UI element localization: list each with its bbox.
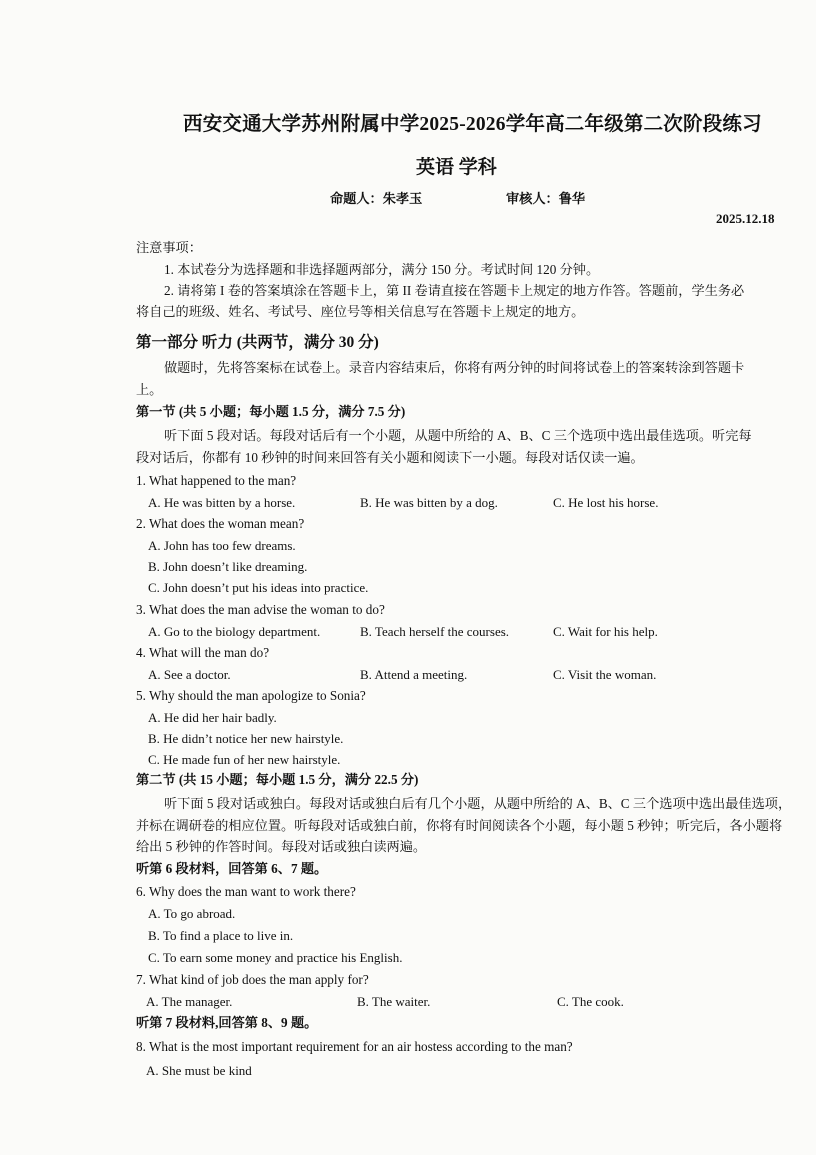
part1-intro-line-2: 上。: [136, 382, 163, 397]
question-7-option-b: B. The waiter.: [357, 994, 431, 1009]
question-5-stem: 5. Why should the man apologize to Sonia?: [136, 688, 366, 703]
question-1-option-c: C. He lost his horse.: [553, 495, 659, 510]
question-6-option-a: A. To go abroad.: [148, 906, 236, 921]
question-8-option-a: A. She must be kind: [146, 1063, 252, 1078]
section2-heading: 第二节 (共 15 小题；每小题 1.5 分，满分 22.5 分): [136, 772, 419, 787]
question-3-option-b: B. Teach herself the courses.: [360, 624, 510, 639]
material-7-instruction: 听第 7 段材料,回答第 8、9 题。: [136, 1015, 318, 1030]
question-1-stem: 1. What happened to the man?: [136, 473, 297, 488]
question-4-option-a: A. See a doctor.: [148, 667, 231, 682]
question-7-option-a: A. The manager.: [146, 994, 233, 1009]
exam-title: 西安交通大学苏州附属中学2025-2026学年高二年级第二次阶段练习: [183, 114, 762, 135]
section1-intro-line-2: 段对话后，你都有 10 秒钟的时间来回答有关小题和阅读下一小题。每段对话仅读一遍。: [136, 450, 644, 465]
exam-date: 2025.12.18: [716, 211, 775, 226]
notes-heading: 注意事项：: [136, 240, 202, 255]
section1-heading: 第一节 (共 5 小题；每小题 1.5 分，满分 7.5 分): [136, 404, 406, 419]
part1-intro-line-1: 做题时，先将答案标在试卷上。录音内容结束后，你将有两分钟的时间将试卷上的答案转涂到答题卡: [164, 360, 745, 375]
setter-label: 命题人：朱孝玉: [330, 191, 423, 206]
question-7-option-c: C. The cook.: [557, 994, 624, 1009]
question-3-option-a: A. Go to the biology department.: [148, 624, 321, 639]
question-6-option-b: B. To find a place to live in.: [148, 928, 294, 943]
question-4-stem: 4. What will the man do?: [136, 645, 270, 660]
question-1-option-b: B. He was bitten by a dog.: [360, 495, 498, 510]
question-2-stem: 2. What does the woman mean?: [136, 516, 305, 531]
reviewer-label: 审核人：鲁华: [506, 191, 586, 206]
section1-intro-line-1: 听下面 5 段对话。每段对话后有一个小题，从题中所给的 A、B、C 三个选项中选出最佳选项。听完每: [164, 428, 752, 443]
question-2-option-a: A. John has too few dreams.: [148, 538, 296, 553]
question-6-stem: 6. Why does the man want to work there?: [136, 884, 356, 899]
subject-title: 英语 学科: [416, 157, 497, 178]
question-4-option-b: B. Attend a meeting.: [360, 667, 468, 682]
question-7-stem: 7. What kind of job does the man apply for?: [136, 972, 369, 987]
question-5-option-b: B. He didn’t notice her new hairstyle.: [148, 731, 344, 746]
question-5-option-a: A. He did her hair badly.: [148, 710, 277, 725]
part1-heading: 第一部分 听力 (共两节，满分 30 分): [136, 334, 379, 351]
notes-item-1: 1. 本试卷分为选择题和非选择题两部分，满分 150 分。考试时间 120 分钟。: [164, 262, 600, 277]
notes-item-2-line-2: 将自己的班级、姓名、考试号、座位号等相关信息写在答题卡上规定的地方。: [136, 304, 585, 319]
notes-item-2-line-1: 2. 请将第 I 卷的答案填涂在答题卡上，第 II 卷请直接在答题卡上规定的地方作答。答题前，学生务必: [164, 283, 745, 298]
section2-intro-line-1: 听下面 5 段对话或独白。每段对话或独白后有几个小题，从题中所给的 A、B、C 三个选项中选出最佳选项，: [164, 796, 792, 811]
section2-intro-line-2: 并标在调研卷的相应位置。听每段对话或独白前，你将有时间阅读各个小题，每小题 5 秒钟；听完后，各小题将: [136, 818, 783, 833]
section2-intro-line-3: 给出 5 秒钟的作答时间。每段对话或独白读两遍。: [136, 839, 427, 854]
question-4-option-c: C. Visit the woman.: [553, 667, 657, 682]
question-6-option-c: C. To earn some money and practice his English.: [148, 950, 403, 965]
question-1-option-a: A. He was bitten by a horse.: [148, 495, 296, 510]
question-5-option-c: C. He made fun of her new hairstyle.: [148, 752, 341, 767]
material-6-instruction: 听第 6 段材料，回答第 6、7 题。: [136, 861, 328, 876]
question-2-option-c: C. John doesn’t put his ideas into practice.: [148, 580, 369, 595]
question-2-option-b: B. John doesn’t like dreaming.: [148, 559, 308, 574]
question-3-option-c: C. Wait for his help.: [553, 624, 658, 639]
question-3-stem: 3. What does the man advise the woman to do?: [136, 602, 385, 617]
question-8-stem: 8. What is the most important requirement for an air hostess according to the man?: [136, 1039, 573, 1054]
